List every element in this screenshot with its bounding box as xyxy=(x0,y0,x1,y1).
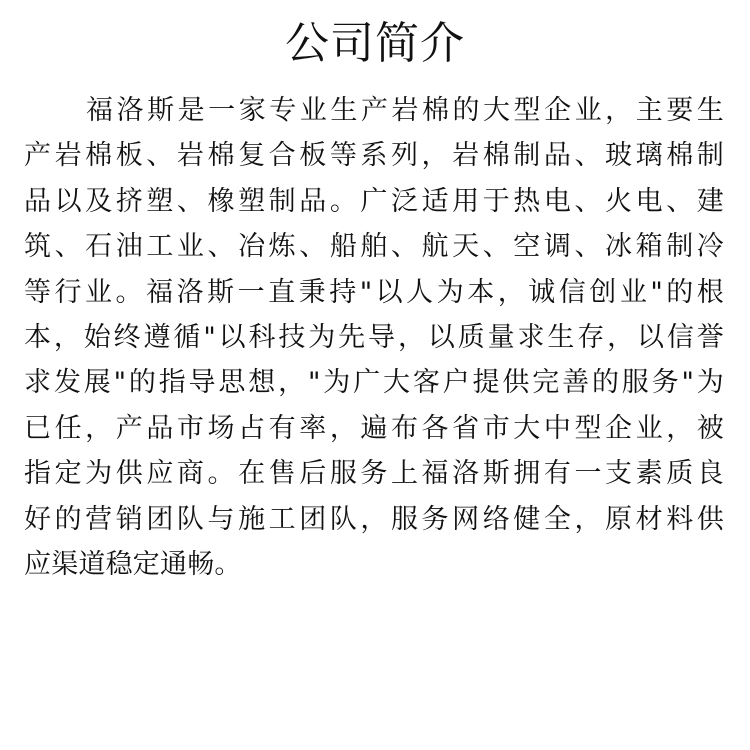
company-introduction-paragraph xyxy=(24,88,724,587)
paragraph-line: 好的营销团队与施工团队，服务网络健全，原材料供 xyxy=(24,503,724,535)
paragraph-line: 福洛斯是一家专业生产岩棉的大型企业，主要生 xyxy=(86,95,724,126)
paragraph-line: 筑、石油工业、冶炼、船舶、航天、空调、冰箱制冷 xyxy=(24,231,724,263)
paragraph-line: 品以及挤塑、橡塑制品。广泛适用于热电、火电、建 xyxy=(24,185,724,217)
paragraph-line: 等行业。福洛斯一直秉持"以人为本，诚信创业"的根 xyxy=(24,276,724,308)
paragraph-line: 应渠道稳定通畅。 xyxy=(24,549,242,581)
page-title: 公司简介 xyxy=(285,18,465,69)
paragraph-line: 求发展"的指导思想，"为广大客户提供完善的服务"为 xyxy=(24,367,724,399)
paragraph-line: 本，始终遵循"以科技为先导，以质量求生存，以信誉 xyxy=(24,322,724,354)
paragraph-line: 已任，产品市场占有率，遍布各省市大中型企业，被 xyxy=(24,412,724,444)
paragraph-line: 指定为供应商。在售后服务上福洛斯拥有一支素质良 xyxy=(24,458,724,490)
paragraph-line: 产岩棉板、岩棉复合板等系列，岩棉制品、玻璃棉制 xyxy=(24,140,724,172)
